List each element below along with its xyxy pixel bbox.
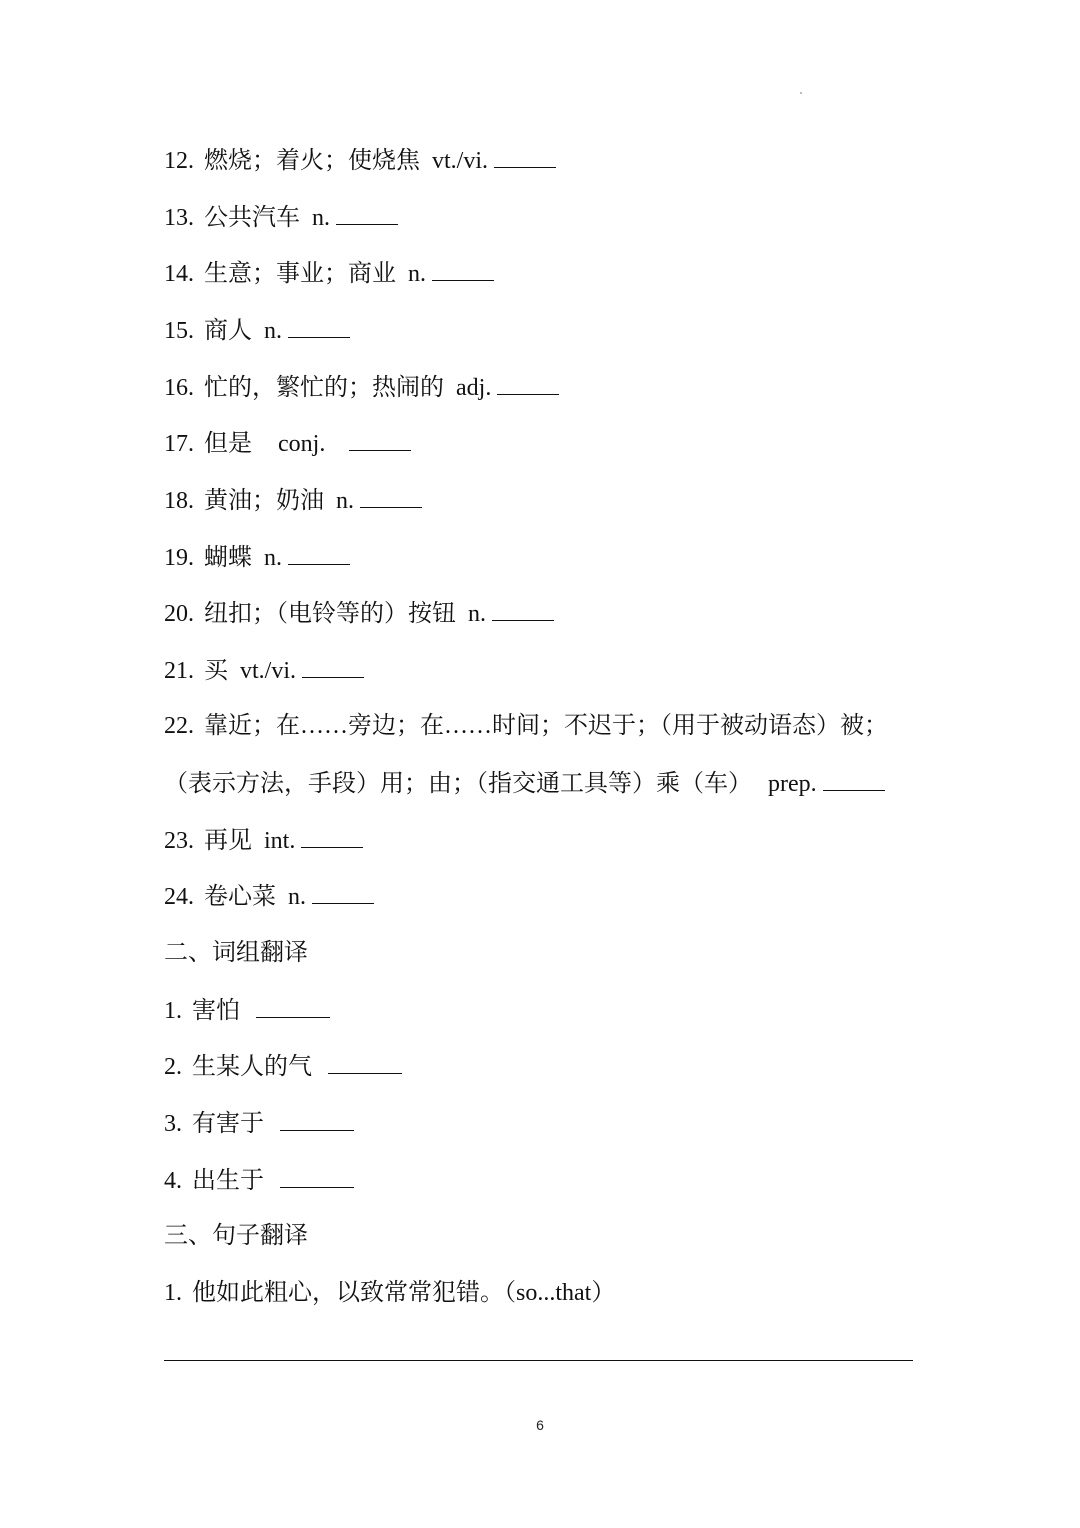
scan-dot <box>800 92 802 94</box>
item-number: 22. <box>164 713 194 739</box>
item-chinese: 再见 <box>204 828 252 854</box>
vocab-item-22-line2 <box>164 768 885 799</box>
item-number: 16. <box>164 375 194 401</box>
item-pos: adj. <box>456 375 492 401</box>
item-chinese: 买 <box>204 658 228 684</box>
phrase-item-1 <box>164 995 330 1026</box>
item-pos: n. <box>468 601 486 627</box>
item-chinese: 但是 <box>204 431 252 457</box>
answer-blank[interactable] <box>432 258 494 281</box>
item-pos: n. <box>408 261 426 287</box>
item-number: 4. <box>164 1168 182 1194</box>
item-number: 14. <box>164 261 194 287</box>
item-pos: n. <box>312 205 330 231</box>
item-number: 18. <box>164 488 194 514</box>
item-number: 17. <box>164 431 194 457</box>
answer-blank[interactable] <box>494 145 556 168</box>
answer-blank[interactable] <box>280 1165 354 1188</box>
answer-blank[interactable] <box>312 881 374 904</box>
item-chinese: 有害于 <box>192 1111 264 1137</box>
vocab-item-13 <box>164 202 398 233</box>
item-chinese: 燃烧；着火；使烧焦 <box>204 148 420 174</box>
phrase-item-3 <box>164 1108 354 1139</box>
answer-blank[interactable] <box>336 202 398 225</box>
item-chinese: 蝴蝶 <box>204 545 252 571</box>
vocab-item-22-line1 <box>164 711 888 741</box>
item-pos: n. <box>264 545 282 571</box>
item-number: 3. <box>164 1111 182 1137</box>
item-chinese: 商人 <box>204 318 252 344</box>
answer-blank[interactable] <box>280 1108 354 1131</box>
item-pos: prep. <box>768 771 817 797</box>
answer-blank[interactable] <box>301 825 363 848</box>
answer-blank[interactable] <box>256 995 330 1018</box>
item-chinese: 生某人的气 <box>192 1054 312 1080</box>
answer-blank[interactable] <box>497 372 559 395</box>
item-number: 20. <box>164 601 194 627</box>
vocab-item-14 <box>164 258 494 289</box>
answer-blank[interactable] <box>302 655 364 678</box>
answer-blank[interactable] <box>360 485 422 508</box>
item-chinese: 纽扣；（电铃等的）按钮 <box>204 601 456 627</box>
vocab-item-24 <box>164 881 374 912</box>
item-number: 15. <box>164 318 194 344</box>
item-number: 23. <box>164 828 194 854</box>
item-number: 1. <box>164 998 182 1024</box>
item-number: 24. <box>164 884 194 910</box>
answer-line[interactable] <box>164 1360 913 1361</box>
item-number: 13. <box>164 205 194 231</box>
item-chinese: 卷心菜 <box>204 884 276 910</box>
answer-blank[interactable] <box>492 598 554 621</box>
vocab-item-20 <box>164 598 554 629</box>
item-number: 21. <box>164 658 194 684</box>
vocab-item-19 <box>164 542 350 573</box>
vocab-item-12 <box>164 145 556 176</box>
answer-blank[interactable] <box>288 315 350 338</box>
item-number: 2. <box>164 1054 182 1080</box>
answer-blank[interactable] <box>823 768 885 791</box>
item-chinese: 他如此粗心，以致常常犯错。（so...that） <box>192 1280 616 1306</box>
vocab-item-16 <box>164 372 559 403</box>
item-pos: vt./vi. <box>432 148 489 174</box>
page-number: 6 <box>536 1417 544 1433</box>
item-pos: int. <box>264 828 296 854</box>
section-heading-phrases: 二、词组翻译 <box>164 940 308 966</box>
item-pos: n. <box>288 884 306 910</box>
item-pos: n. <box>336 488 354 514</box>
item-number: 19. <box>164 545 194 571</box>
vocab-item-15 <box>164 315 350 346</box>
item-chinese: 出生于 <box>192 1168 264 1194</box>
vocab-item-21 <box>164 655 364 686</box>
phrase-item-4 <box>164 1165 354 1196</box>
item-chinese: 黄油；奶油 <box>204 488 324 514</box>
phrase-item-2 <box>164 1051 402 1082</box>
answer-blank[interactable] <box>288 542 350 565</box>
vocab-item-18 <box>164 485 422 516</box>
section-heading-sentences: 三、句子翻译 <box>164 1223 308 1249</box>
answer-blank[interactable] <box>349 428 411 451</box>
item-chinese: 害怕 <box>192 998 240 1024</box>
item-chinese: 靠近；在……旁边；在……时间；不迟于；（用于被动语态）被； <box>204 713 888 739</box>
vocab-item-17 <box>164 428 411 459</box>
item-chinese: 忙的，繁忙的；热闹的 <box>204 375 444 401</box>
item-pos: conj. <box>278 431 326 457</box>
item-chinese: 公共汽车 <box>204 205 300 231</box>
item-chinese-continued: （表示方法，手段）用；由；（指交通工具等）乘（车） <box>164 771 752 797</box>
vocab-item-23 <box>164 825 363 856</box>
item-pos: n. <box>264 318 282 344</box>
answer-blank[interactable] <box>328 1051 402 1074</box>
item-number: 12. <box>164 148 194 174</box>
item-pos: vt./vi. <box>240 658 297 684</box>
item-chinese: 生意；事业；商业 <box>204 261 396 287</box>
item-number: 1. <box>164 1280 182 1306</box>
sentence-item-1 <box>164 1278 615 1308</box>
